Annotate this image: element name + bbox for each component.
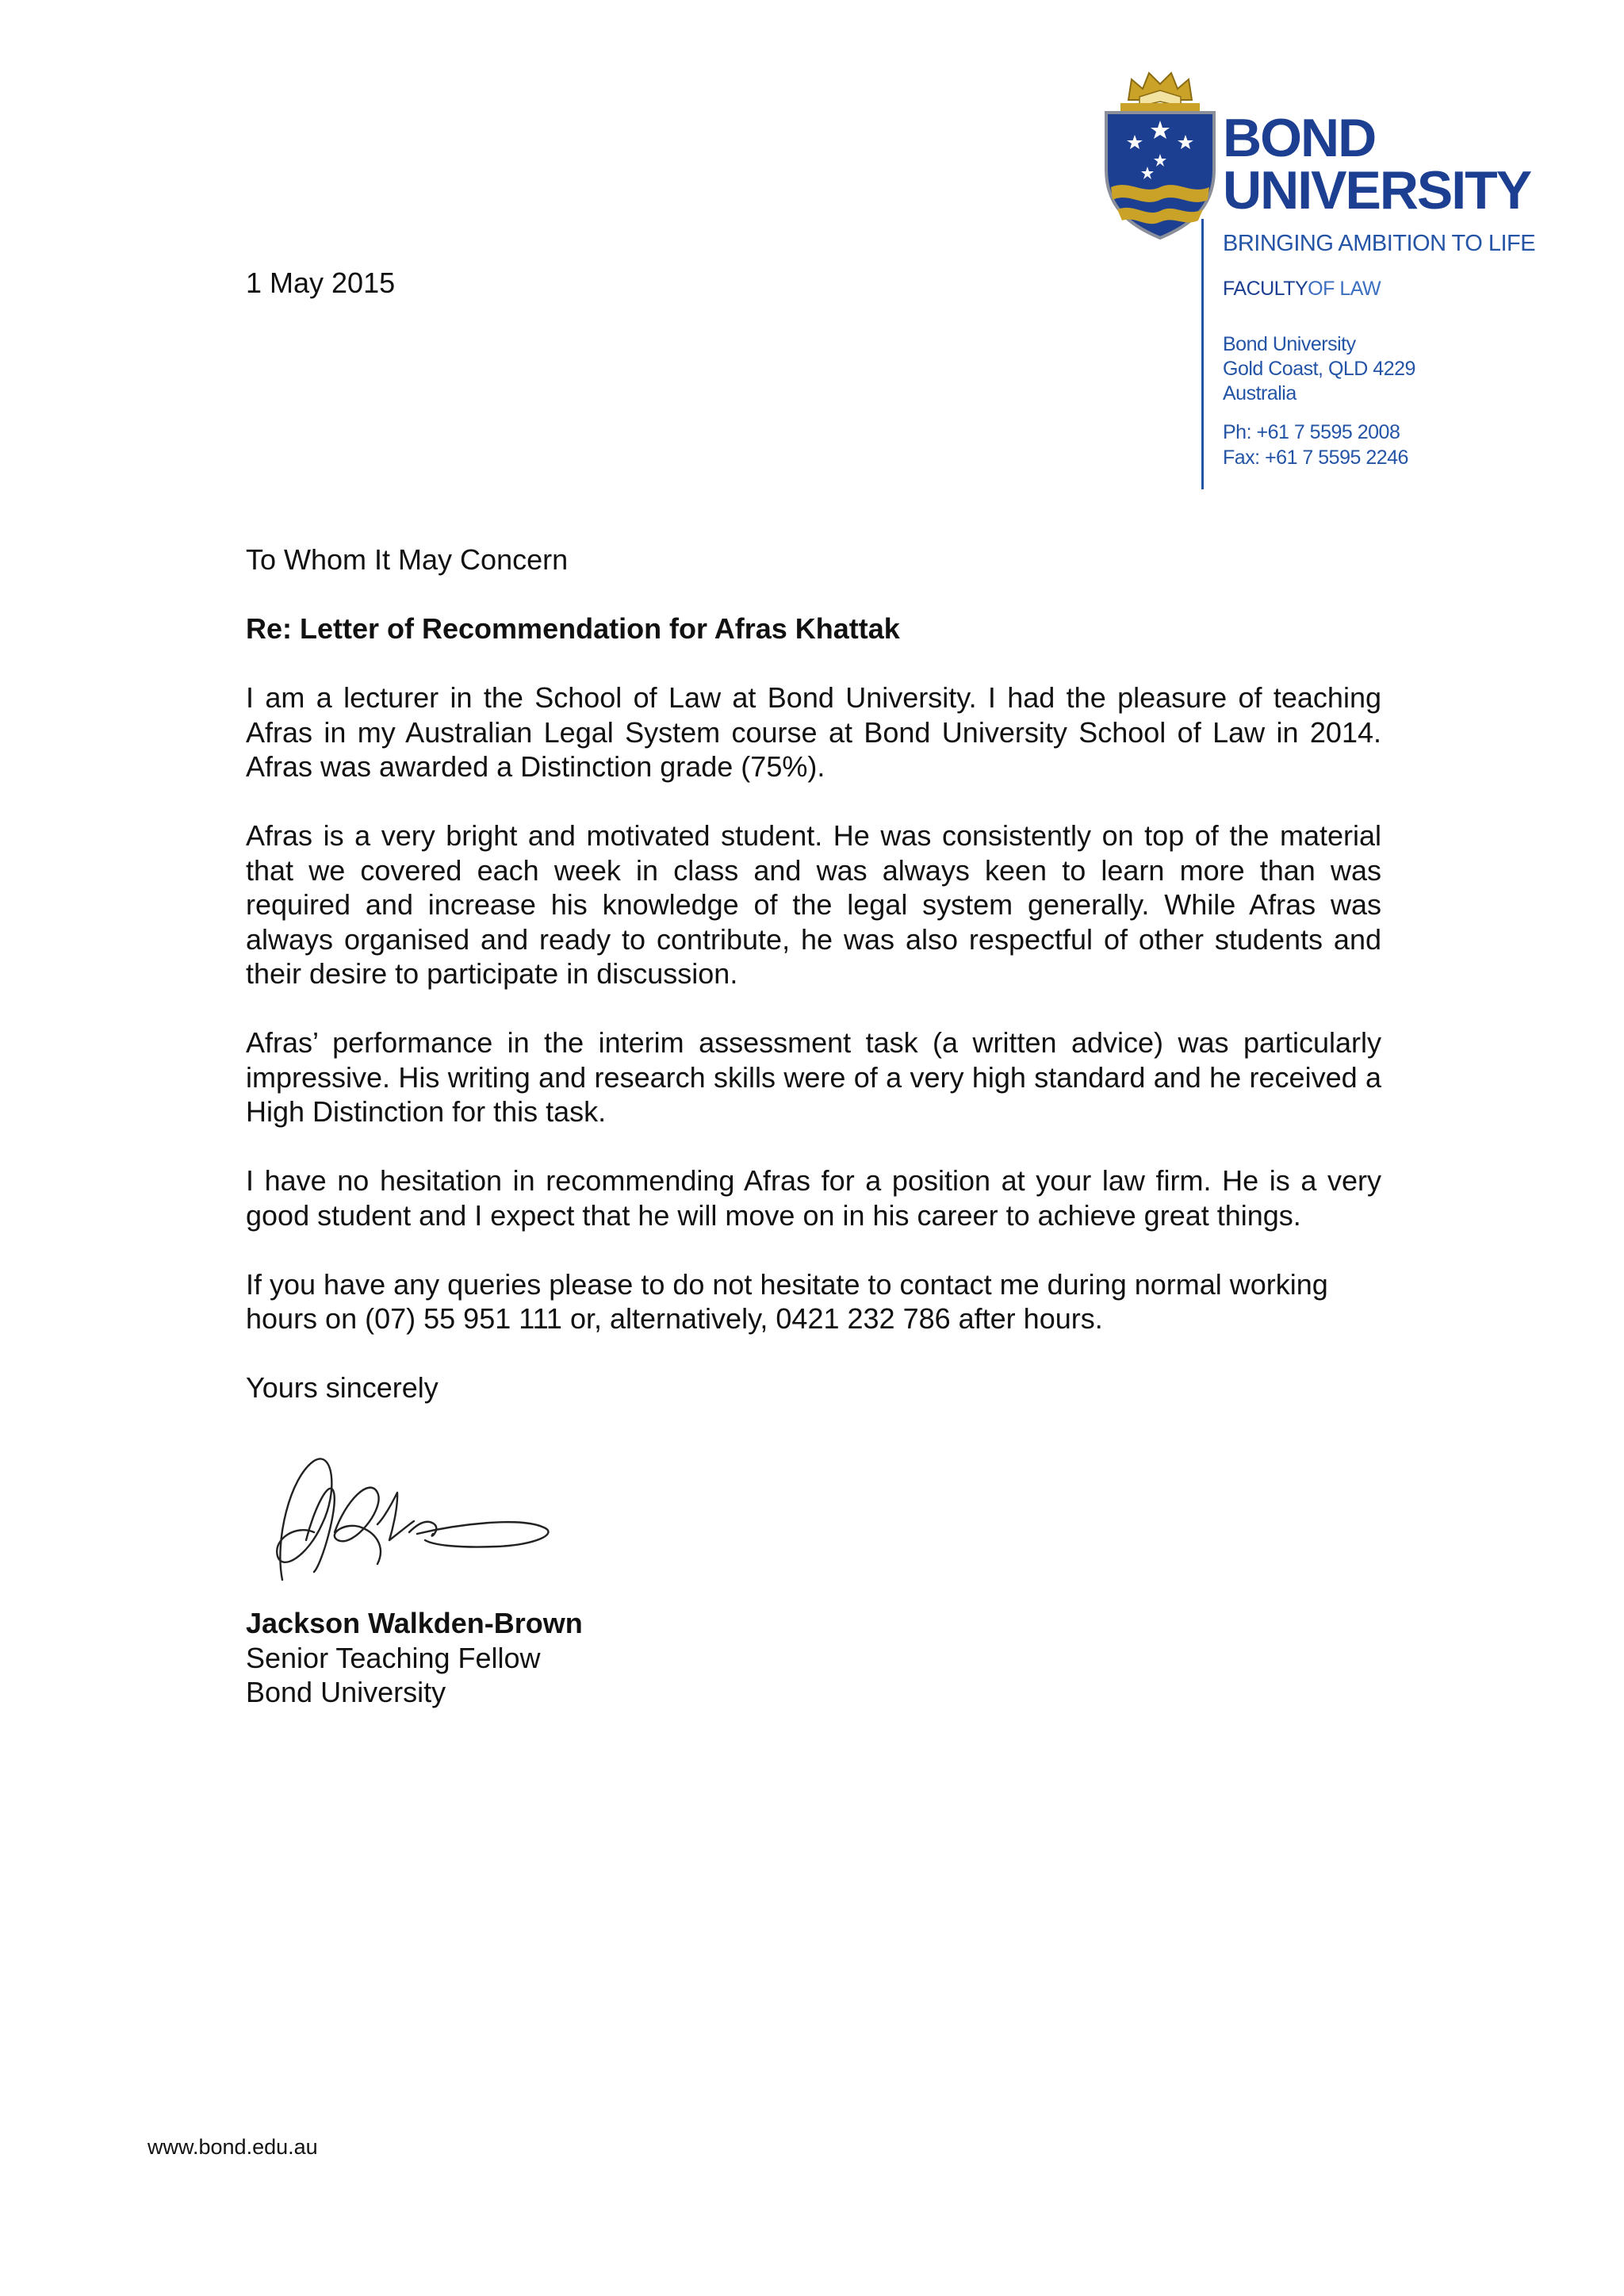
university-tagline: BRINGING AMBITION TO LIFE [1223, 231, 1536, 256]
signature-block [246, 1606, 583, 1710]
body-paragraph: Afras’ performance in the interim assessment task (a written advice) was particularly impressive. His writing and research skills were of a very high standard and he received a High Distinction for this task. [246, 1026, 1381, 1128]
faculty-name [1223, 278, 1381, 301]
address-line: Bond University [1223, 333, 1356, 355]
body-paragraph: If you have any queries please to do not hesitate to contact me during normal working hours on (07) 55 951 111 or, alternatively, 0421 232 786 after hours. [246, 1267, 1328, 1335]
letterhead-divider [1201, 219, 1204, 489]
signatory-name: Jackson Walkden-Brown [246, 1607, 583, 1639]
body-paragraph: I am a lecturer in the School of Law at Bond University. I had the pleasure of teaching Afras in my Australian Legal System course at Bond University School of Law in 2014. Afras was awarded a Distinction grade (75%). [246, 681, 1381, 783]
footer-website: www.bond.edu.au [147, 2135, 318, 2159]
closing: Yours sincerely [246, 1371, 439, 1404]
faculty-name-part-2: OF LAW [1308, 278, 1381, 300]
body-paragraph: Afras is a very bright and motivated student. He was consistently on top of the material that we covered each week in class and was always keen to learn more than was required and increase his knowledge of the legal system generally. While Afras was always organised and ready to contribute, he was also respectful of other students and their desire to participate in discussion. [246, 819, 1381, 990]
signatory-organization: Bond University [246, 1676, 446, 1708]
letterhead-contact [1223, 420, 1408, 470]
address-line: Australia [1223, 382, 1297, 404]
letter-subject: Re: Letter of Recommendation for Afras Khattak [246, 612, 900, 645]
handwritten-signature [259, 1445, 560, 1596]
university-wordmark [1223, 108, 1531, 220]
body-paragraph: I have no hesitation in recommending Afras for a position at your law firm. He is a very good student and I expect that he will move on in his career to achieve great things. [246, 1164, 1381, 1232]
fax-number: Fax: +61 7 5595 2246 [1223, 447, 1408, 469]
address-line: Gold Coast, QLD 4229 [1223, 358, 1415, 380]
bond-university-crest-logo [1100, 68, 1220, 241]
wordmark-line-1: BOND [1223, 108, 1376, 168]
letterhead-address [1223, 332, 1415, 406]
wordmark-line-2: UNIVERSITY [1223, 160, 1531, 220]
faculty-name-part-1: FACULTY [1223, 278, 1308, 300]
letter-body [246, 542, 1381, 1439]
salutation: To Whom It May Concern [246, 543, 569, 576]
phone-number: Ph: +61 7 5595 2008 [1223, 421, 1400, 443]
letter-date: 1 May 2015 [246, 266, 396, 299]
signatory-title: Senior Teaching Fellow [246, 1641, 541, 1674]
